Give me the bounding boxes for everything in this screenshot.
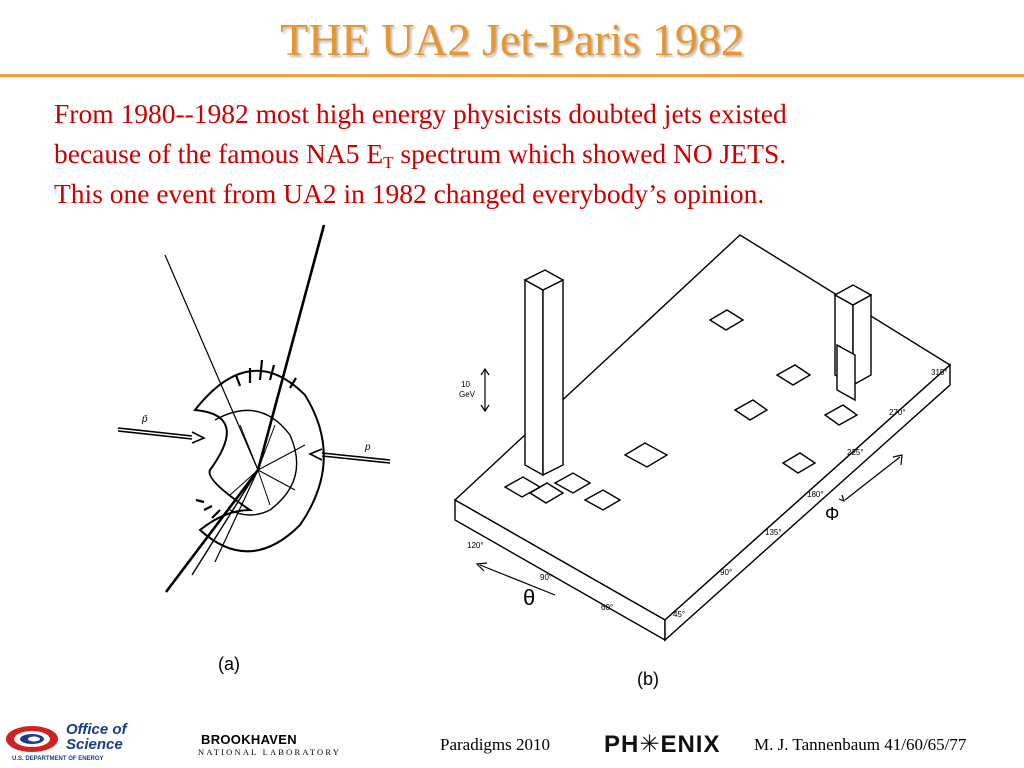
scale-unit: GeV bbox=[459, 390, 476, 399]
phi-tick-135: 135° bbox=[765, 528, 782, 537]
body-line-2-subscript: T bbox=[383, 153, 394, 172]
slide-body-text bbox=[54, 94, 1014, 214]
jet-track-upper bbox=[258, 225, 324, 470]
phenix-logo bbox=[604, 730, 720, 759]
theta-tick-120: 120° bbox=[467, 541, 484, 550]
figure-b-lego-plot bbox=[405, 225, 965, 695]
doe-logo bbox=[4, 722, 154, 766]
phi-tick-180: 180° bbox=[807, 490, 824, 499]
phi-tick-90: 90° bbox=[720, 568, 733, 577]
phi-tick-315: 315° bbox=[931, 368, 948, 377]
doe-line-2: Science bbox=[66, 736, 123, 753]
doe-swirl-icon bbox=[4, 722, 60, 756]
title-divider bbox=[0, 74, 1024, 77]
theta-tick-90: 90° bbox=[540, 573, 553, 582]
author-page: M. J. Tannenbaum 41/60/65/77 bbox=[754, 735, 967, 754]
body-line-2-pre: because of the famous NA5 E bbox=[54, 138, 384, 169]
scale-value: 10 bbox=[461, 380, 470, 389]
detector-arc-inner bbox=[215, 410, 297, 515]
tower-left-front bbox=[525, 280, 543, 475]
slide-title: THE UA2 Jet-Paris 1982 bbox=[280, 14, 744, 65]
pbar-label: p̄ bbox=[142, 414, 148, 425]
theta-label: θ bbox=[523, 585, 536, 610]
body-line-2 bbox=[54, 134, 1014, 174]
phenix-logo-text: PH✳ENIX bbox=[604, 731, 721, 758]
doe-subtitle: U.S. DEPARTMENT OF ENERGY bbox=[12, 756, 104, 762]
theta-tick-45: 45° bbox=[673, 610, 686, 619]
tower-left-side bbox=[543, 280, 563, 475]
jet-track-lower bbox=[166, 470, 258, 592]
figure-b-caption: (b) bbox=[637, 669, 659, 689]
energy-scale-bar bbox=[481, 369, 489, 411]
theta-tick-60: 60° bbox=[601, 603, 614, 612]
figure-a-caption: (a) bbox=[218, 654, 240, 674]
doe-line-1: Office of bbox=[66, 721, 127, 738]
tower-right-lower-front bbox=[837, 345, 855, 400]
phi-tick-225: 225° bbox=[847, 448, 864, 457]
phi-tick-270: 270° bbox=[889, 408, 906, 417]
conference-name: Paradigms 2010 bbox=[440, 735, 551, 754]
body-line-3: This one event from UA2 in 1982 changed everybody’s opinion. bbox=[54, 178, 765, 209]
body-line-1: From 1980--1982 most high energy physicists doubted jets existed bbox=[54, 98, 787, 129]
phi-label: Φ bbox=[825, 504, 840, 524]
proton-beam-arrow bbox=[310, 449, 390, 463]
doe-title bbox=[66, 722, 127, 752]
body-line-2-post: spectrum which showed NO JETS. bbox=[393, 138, 787, 169]
track-lower-2 bbox=[192, 470, 258, 575]
figure-a-event-display bbox=[100, 220, 400, 690]
bnl-logo-sub: NATIONAL LABORATORY bbox=[198, 747, 342, 757]
slide-footer bbox=[0, 722, 1024, 768]
p-label: p bbox=[365, 442, 371, 453]
antiproton-beam-arrow bbox=[118, 428, 204, 443]
bnl-logo-main: BROOKHAVEN bbox=[201, 732, 297, 747]
